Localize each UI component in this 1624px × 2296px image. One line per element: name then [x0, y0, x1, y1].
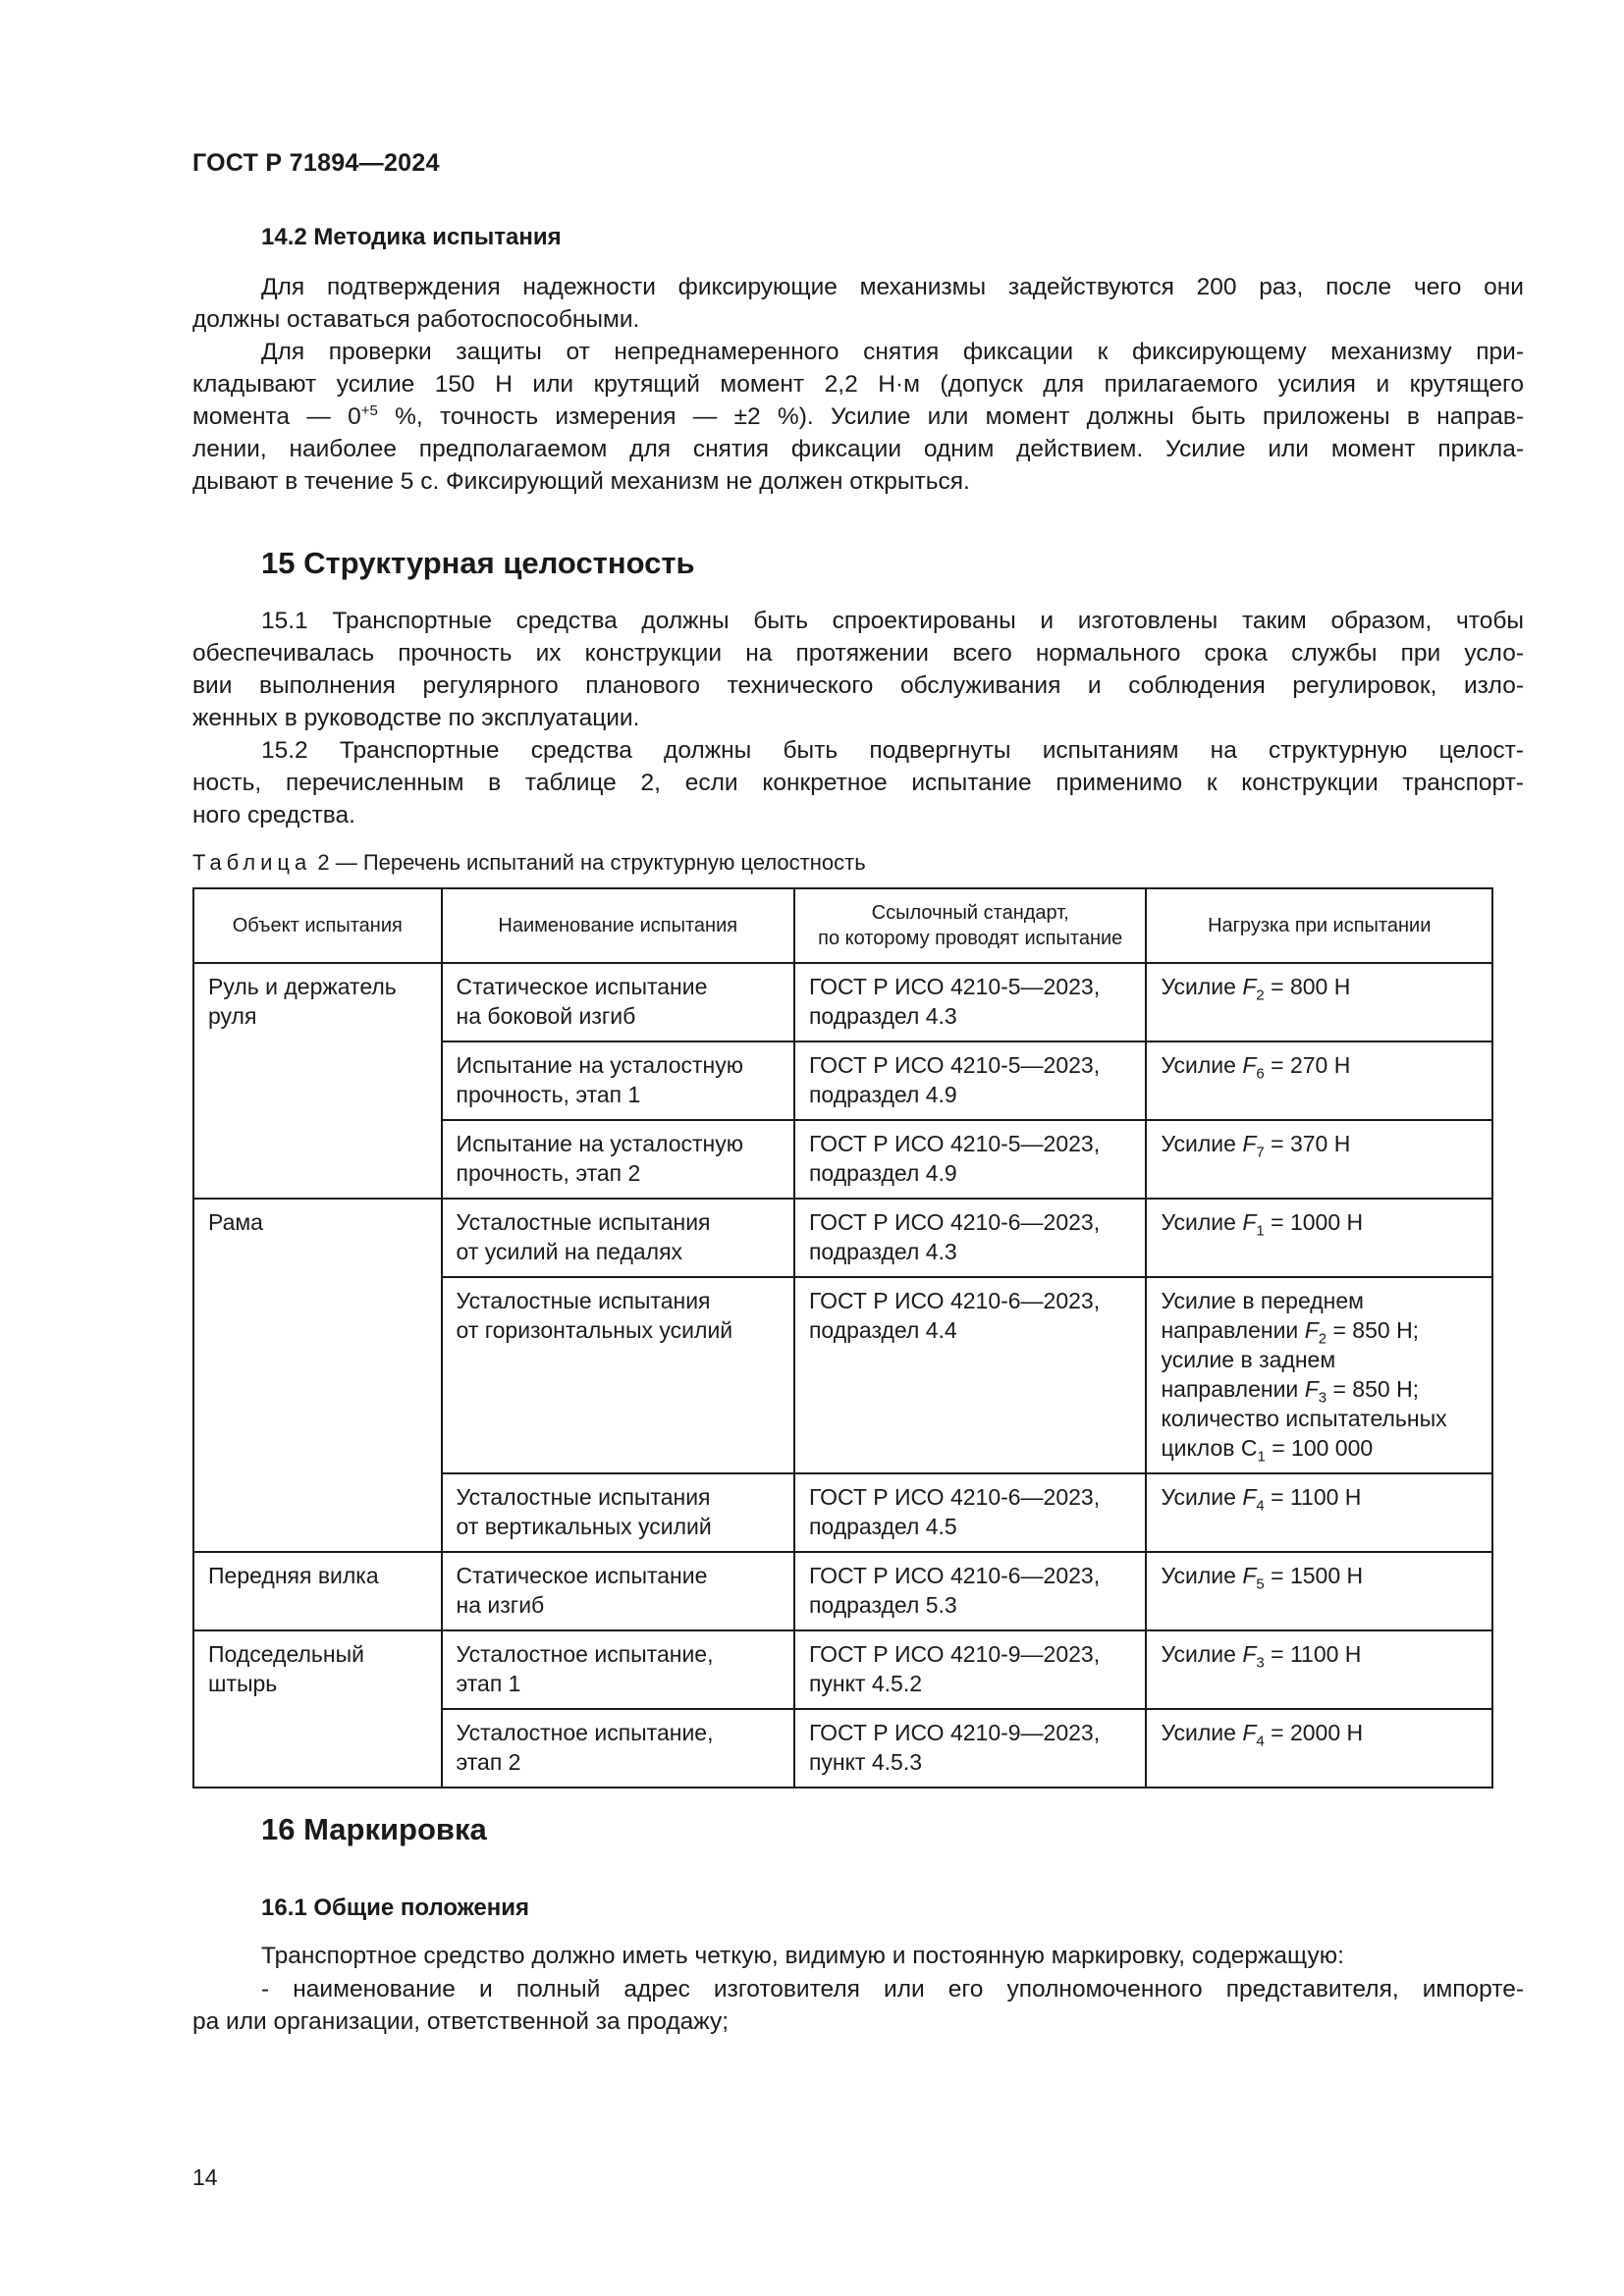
load-cell — [1146, 1277, 1492, 1473]
header-line: по которому проводят испытание — [818, 928, 1123, 949]
test-name-cell — [442, 1277, 794, 1473]
load-cell — [1146, 1199, 1492, 1277]
column-header-load: Нагрузка при испытании — [1146, 888, 1492, 963]
paragraph-line — [192, 400, 1524, 433]
text-fragment: момента — 0 — [192, 403, 361, 430]
paragraph-line: - наименование и полный адрес изготовителя или его уполномоченного представителя, импорте- — [261, 1976, 1524, 2002]
test-line: от горизонтальных усилий — [456, 1317, 733, 1343]
section-16-heading: 16 Маркировка — [261, 1812, 487, 1846]
paragraph-line: ра или организации, ответственной за продажу; — [192, 2008, 730, 2035]
load-text: циклов C — [1161, 1435, 1258, 1461]
section-14-2-paragraph-2 — [192, 336, 1524, 498]
table-row — [193, 1473, 1492, 1552]
load-text: Усилие — [1161, 1484, 1243, 1510]
test-line: Усталостные испытания — [456, 1288, 711, 1313]
table-header-row — [193, 888, 1492, 963]
test-line: прочность, этап 2 — [456, 1160, 641, 1186]
cycles-index: 1 — [1257, 1448, 1266, 1466]
force-index: 3 — [1318, 1389, 1327, 1407]
force-symbol: F — [1242, 1209, 1257, 1235]
table-caption-label: Таблица — [192, 850, 312, 875]
standard-cell — [794, 1473, 1147, 1552]
tolerance-superscript: +5 — [360, 401, 378, 419]
object-cell — [193, 1552, 442, 1630]
test-line: Усталостные испытания — [456, 1209, 711, 1235]
object-cell-continued — [193, 1277, 442, 1473]
load-text: = 1100 Н — [1264, 1484, 1362, 1510]
standard-line: ГОСТ Р ИСО 4210-9—2023, — [808, 1641, 1101, 1667]
object-cell-continued — [193, 1120, 442, 1199]
load-line: количество испытательных — [1161, 1406, 1447, 1431]
load-text: = 270 Н — [1264, 1052, 1351, 1078]
text-fragment: %, точность измерения — ±2 %). Усилие или момент должны быть приложены в направ- — [377, 403, 1525, 430]
test-line: на изгиб — [456, 1592, 545, 1618]
load-text: = 850 Н; — [1326, 1376, 1420, 1402]
load-line: Усилие в переднем — [1161, 1288, 1364, 1313]
force-index: 6 — [1256, 1065, 1265, 1083]
standard-line: подраздел 4.4 — [808, 1317, 957, 1343]
force-index: 5 — [1256, 1575, 1265, 1593]
object-cell-continued — [193, 1041, 442, 1120]
paragraph-line: ность, перечисленным в таблице 2, если конкретное испытание применимо к конструкции транспорт- — [192, 770, 1524, 796]
standard-line: подраздел 5.3 — [808, 1592, 957, 1618]
column-header-test-name: Наименование испытания — [442, 888, 794, 963]
force-index: 4 — [1256, 1733, 1265, 1750]
object-cell-continued — [193, 1473, 442, 1552]
object-cell — [193, 1199, 442, 1277]
paragraph-line: Транспортное средство должно иметь четкую, видимую и постоянную маркировку, содержащую: — [261, 1943, 1344, 1969]
test-name-cell — [442, 963, 794, 1041]
test-line: на боковой изгиб — [456, 1003, 636, 1029]
object-line: Подседельный — [208, 1641, 364, 1667]
table-row — [193, 1277, 1492, 1473]
standard-line: подраздел 4.3 — [808, 1239, 957, 1264]
load-text: = 100 000 — [1265, 1435, 1374, 1461]
force-index: 1 — [1256, 1222, 1265, 1240]
load-text: Усилие — [1161, 1641, 1243, 1667]
standard-line: ГОСТ Р ИСО 4210-5—2023, — [808, 1131, 1101, 1156]
load-text: Усилие — [1161, 1209, 1243, 1235]
force-symbol: F — [1304, 1317, 1319, 1343]
table-row — [193, 1199, 1492, 1277]
standard-cell — [794, 963, 1147, 1041]
object-cell — [193, 963, 442, 1041]
load-line: усилие в заднем — [1161, 1347, 1336, 1372]
standard-line: ГОСТ Р ИСО 4210-6—2023, — [808, 1563, 1101, 1588]
test-line: Усталостные испытания — [456, 1484, 711, 1510]
standard-line: подраздел 4.5 — [808, 1514, 957, 1539]
section-14-2-heading: 14.2 Методика испытания — [261, 224, 562, 250]
standard-line: ГОСТ Р ИСО 4210-6—2023, — [808, 1209, 1101, 1235]
test-line: Статическое испытание — [456, 974, 708, 999]
force-symbol: F — [1242, 1484, 1257, 1510]
load-cell — [1146, 963, 1492, 1041]
paragraph-line: кладывают усилие 150 Н или крутящий момент 2,2 Н·м (допуск для прилагаемого усилия и крутящего — [192, 371, 1524, 398]
load-text: = 1100 Н — [1264, 1641, 1362, 1667]
test-line: от усилий на педалях — [456, 1239, 683, 1264]
force-index: 2 — [1256, 987, 1265, 1004]
force-symbol: F — [1242, 1131, 1257, 1156]
standard-line: подраздел 4.9 — [808, 1082, 957, 1107]
force-index: 7 — [1256, 1144, 1265, 1161]
test-name-cell — [442, 1473, 794, 1552]
standard-cell — [794, 1120, 1147, 1199]
document-header: ГОСТ Р 71894—2024 — [192, 149, 440, 177]
standard-cell — [794, 1630, 1147, 1709]
section-16-1-list-item — [192, 1973, 1524, 2038]
object-line: Руль и держатель — [208, 974, 397, 999]
column-header-object: Объект испытания — [193, 888, 442, 963]
standard-cell — [794, 1199, 1147, 1277]
force-index: 4 — [1256, 1497, 1265, 1515]
test-line: Испытание на усталостную — [456, 1131, 743, 1156]
force-index: 2 — [1318, 1330, 1327, 1348]
paragraph-line: женных в руководстве по эксплуатации. — [192, 705, 640, 731]
standard-line: ГОСТ Р ИСО 4210-9—2023, — [808, 1720, 1101, 1745]
test-name-cell — [442, 1630, 794, 1709]
test-name-cell — [442, 1199, 794, 1277]
table-row — [193, 1041, 1492, 1120]
section-16-1-paragraph — [192, 1940, 1524, 1972]
load-text: Усилие — [1161, 974, 1243, 999]
standard-line: ГОСТ Р ИСО 4210-5—2023, — [808, 974, 1101, 999]
test-name-cell — [442, 1552, 794, 1630]
force-symbol: F — [1242, 974, 1257, 999]
load-cell — [1146, 1709, 1492, 1788]
paragraph-line: 15.2 Транспортные средства должны быть подвергнуты испытаниям на структурную целост- — [261, 737, 1524, 764]
table-row — [193, 1709, 1492, 1788]
load-text: Усилие — [1161, 1720, 1243, 1745]
table-2-caption — [192, 850, 866, 876]
paragraph-line: лении, наиболее предполагаемом для снятия фиксации одним действием. Усилие или момент прикла- — [192, 436, 1524, 462]
load-text: = 1000 Н — [1264, 1209, 1364, 1235]
paragraph-line: ного средства. — [192, 802, 355, 828]
load-cell — [1146, 1473, 1492, 1552]
table-row — [193, 1630, 1492, 1709]
object-line: Передняя вилка — [208, 1563, 379, 1588]
load-cell — [1146, 1552, 1492, 1630]
load-line — [1161, 1433, 1478, 1466]
load-text: Усилие — [1161, 1563, 1243, 1588]
section-14-2-paragraph-1 — [192, 271, 1524, 336]
standard-cell — [794, 1277, 1147, 1473]
test-line: Усталостное испытание, — [456, 1720, 714, 1745]
test-line: Статическое испытание — [456, 1563, 708, 1588]
load-text: направлении — [1161, 1376, 1305, 1402]
standard-line: пункт 4.5.3 — [808, 1749, 923, 1775]
table-caption-text: 2 — Перечень испытаний на структурную целостность — [311, 850, 866, 875]
test-line: Усталостное испытание, — [456, 1641, 714, 1667]
test-line: этап 2 — [456, 1749, 521, 1775]
table-2 — [192, 887, 1493, 1789]
standard-cell — [794, 1552, 1147, 1630]
force-symbol: F — [1242, 1720, 1257, 1745]
standard-line: пункт 4.5.2 — [808, 1671, 923, 1696]
table-row — [193, 1552, 1492, 1630]
standard-line: ГОСТ Р ИСО 4210-6—2023, — [808, 1484, 1101, 1510]
test-name-cell — [442, 1120, 794, 1199]
load-line — [1161, 1374, 1478, 1407]
object-line: руля — [208, 1003, 257, 1029]
load-text: = 800 Н — [1264, 974, 1351, 999]
force-symbol: F — [1242, 1641, 1257, 1667]
paragraph-line: Для подтверждения надежности фиксирующие механизмы задействуются 200 раз, после чего они — [261, 274, 1524, 300]
force-symbol: F — [1242, 1563, 1257, 1588]
load-text: = 370 Н — [1264, 1131, 1351, 1156]
force-index: 3 — [1256, 1654, 1265, 1672]
paragraph-line: 15.1 Транспортные средства должны быть спроектированы и изготовлены таким образом, чтобы — [261, 608, 1524, 634]
load-text: = 1500 Н — [1264, 1563, 1364, 1588]
test-line: Испытание на усталостную — [456, 1052, 743, 1078]
standard-line: ГОСТ Р ИСО 4210-5—2023, — [808, 1052, 1101, 1078]
paragraph-line: вии выполнения регулярного планового технического обслуживания и соблюдения регулировок, изло- — [192, 672, 1524, 699]
load-cell — [1146, 1120, 1492, 1199]
object-line: штырь — [208, 1671, 278, 1696]
standard-line: ГОСТ Р ИСО 4210-6—2023, — [808, 1288, 1101, 1313]
section-15-1-paragraph — [192, 605, 1524, 734]
test-line: прочность, этап 1 — [456, 1082, 641, 1107]
section-16-1-heading: 16.1 Общие положения — [261, 1895, 530, 1921]
object-line: Рама — [208, 1209, 263, 1235]
section-15-heading: 15 Структурная целостность — [261, 546, 695, 580]
table-row — [193, 963, 1492, 1041]
load-cell — [1146, 1041, 1492, 1120]
standard-cell — [794, 1041, 1147, 1120]
paragraph-line: должны оставаться работоспособными. — [192, 306, 640, 333]
standard-line: подраздел 4.3 — [808, 1003, 957, 1029]
force-symbol: F — [1304, 1376, 1319, 1402]
load-text: направлении — [1161, 1317, 1305, 1343]
test-name-cell — [442, 1041, 794, 1120]
load-cell — [1146, 1630, 1492, 1709]
paragraph-line: обеспечивалась прочность их конструкции на протяжении всего нормального срока службы при усло- — [192, 640, 1524, 667]
column-header-standard — [794, 888, 1147, 963]
header-line: Ссылочный стандарт, — [871, 902, 1069, 924]
load-text: = 2000 Н — [1264, 1720, 1364, 1745]
load-text: Усилие — [1161, 1052, 1243, 1078]
page-number: 14 — [192, 2164, 218, 2190]
load-line — [1161, 1315, 1478, 1348]
test-line: этап 1 — [456, 1671, 521, 1696]
load-text: = 850 Н; — [1326, 1317, 1420, 1343]
force-symbol: F — [1242, 1052, 1257, 1078]
object-cell — [193, 1630, 442, 1709]
paragraph-line: дывают в течение 5 с. Фиксирующий механизм не должен открыться. — [192, 468, 970, 495]
paragraph-line: Для проверки защиты от непреднамеренного снятия фиксации к фиксирующему механизму при- — [261, 339, 1524, 365]
section-15-2-paragraph — [192, 734, 1524, 831]
table-row — [193, 1120, 1492, 1199]
load-text: Усилие — [1161, 1131, 1243, 1156]
test-name-cell — [442, 1709, 794, 1788]
standard-cell — [794, 1709, 1147, 1788]
object-cell-continued — [193, 1709, 442, 1788]
standard-line: подраздел 4.9 — [808, 1160, 957, 1186]
test-line: от вертикальных усилий — [456, 1514, 712, 1539]
